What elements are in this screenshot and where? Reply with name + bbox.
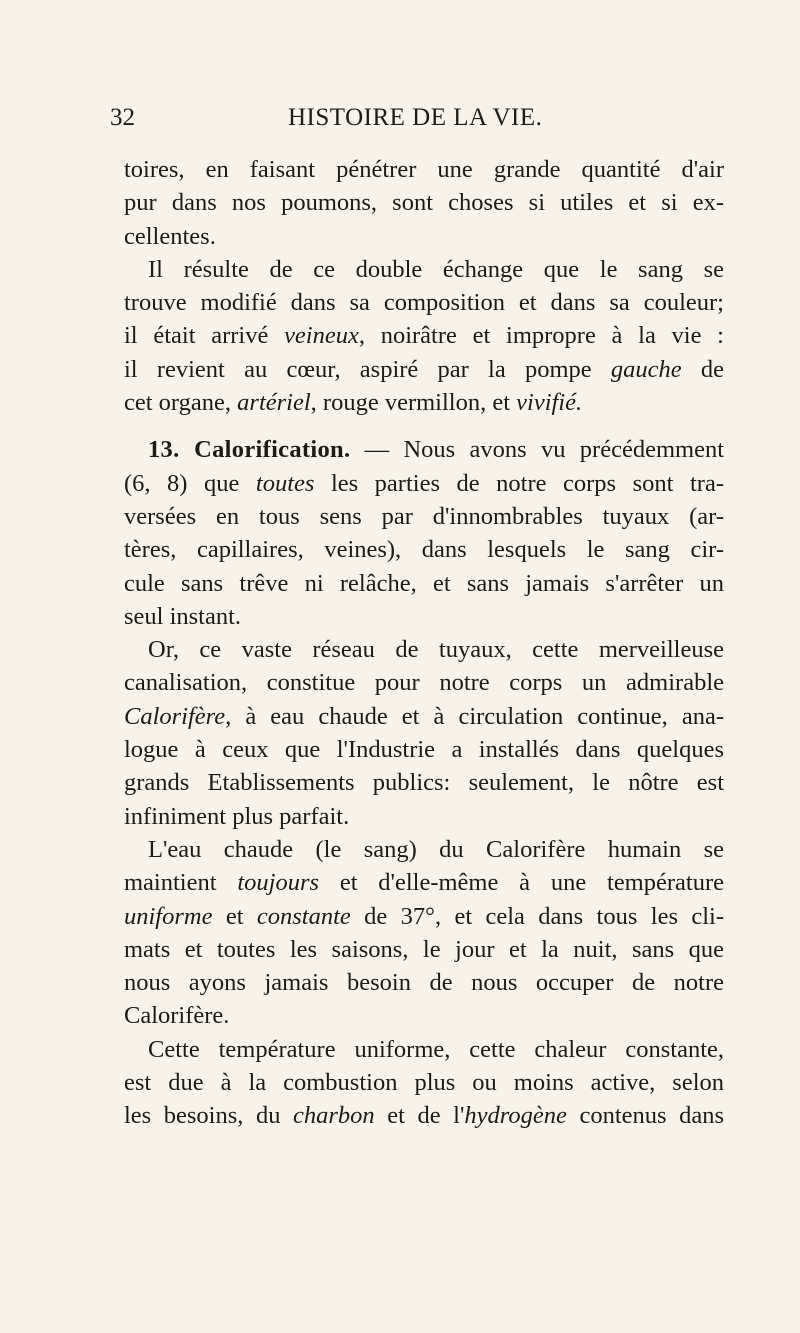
- text-line: trouve modifié dans sa composition et dans sa couleur;: [124, 289, 724, 317]
- running-title: HISTOIRE DE LA VIE.: [288, 104, 543, 131]
- text-line: il revient au cœur, aspiré par la pompe gauche de: [124, 355, 724, 383]
- text-line: tères, capillaires, veines), dans lesquels le sang cir-: [124, 536, 724, 564]
- section-heading: 13. Calorification.: [148, 436, 351, 464]
- text-line: 13. Calorification. — Nous avons vu précédemment: [148, 436, 724, 464]
- italic-term: toujours: [237, 869, 320, 897]
- text-line: Calorifère, à eau chaude et à circulation continue, ana-: [124, 702, 724, 730]
- italic-term: hydrogène: [464, 1102, 567, 1130]
- text-line: seul instant.: [124, 602, 242, 630]
- text-line: Calorifère.: [124, 1002, 230, 1030]
- text-line: cule sans trêve ni relâche, et sans jamais s'arrêter un: [124, 569, 724, 597]
- italic-term: charbon: [293, 1102, 375, 1130]
- italic-term: constante: [256, 902, 351, 930]
- italic-term: Calorifère: [124, 702, 226, 730]
- text-line: versées en tous sens par d'innombrables tuyaux (ar-: [124, 502, 724, 530]
- text-line: canalisation, constitue pour notre corps un admirable: [124, 669, 724, 697]
- text-line: Il résulte de ce double échange que le sang se: [148, 255, 724, 283]
- italic-term: toutes: [255, 469, 315, 497]
- paragraph-gap: [124, 419, 724, 433]
- text-line: les besoins, du charbon et de l'hydrogène contenus dans: [124, 1102, 725, 1130]
- page-number: 32: [110, 104, 135, 131]
- text-line: est due à la combustion plus ou moins active, selon: [124, 1069, 724, 1097]
- text-line: L'eau chaude (le sang) du Calorifère humain se: [148, 835, 724, 863]
- text-line: cet organe, artériel, rouge vermillon, et vivifié.: [124, 389, 583, 417]
- italic-term: veineux: [284, 322, 359, 350]
- text-line: toires, en faisant pénétrer une grande quantité d'air: [124, 156, 724, 183]
- text-line: cellentes.: [124, 222, 216, 250]
- italic-term: vivifié.: [516, 389, 583, 417]
- text-line: grands Etablissements publics: seulement, le nôtre est: [124, 769, 724, 797]
- text-line: uniforme et constante de 37°, et cela dans tous les cli-: [124, 902, 724, 930]
- page-header: [0, 98, 800, 138]
- text-line: Cette température uniforme, cette chaleur constante,: [148, 1035, 724, 1063]
- text-line: infiniment plus parfait.: [124, 802, 350, 830]
- text-line: logue à ceux que l'Industrie a installés dans quelques: [124, 736, 724, 764]
- text-line: pur dans nos poumons, sont choses si utiles et si ex-: [124, 189, 724, 217]
- text-line: mats et toutes les saisons, le jour et la nuit, sans que: [124, 935, 724, 963]
- italic-term: artériel: [237, 389, 311, 417]
- italic-term: gauche: [610, 355, 682, 383]
- text-line: maintient toujours et d'elle-même à une température: [124, 869, 724, 897]
- text-line: nous ayons jamais besoin de nous occuper de notre: [124, 969, 724, 997]
- text-line: Or, ce vaste réseau de tuyaux, cette merveilleuse: [148, 636, 724, 664]
- body-text: [124, 153, 724, 1133]
- text-line: (6, 8) que toutes les parties de notre corps sont tra-: [124, 469, 724, 497]
- italic-term: uniforme: [124, 902, 213, 930]
- text-line: il était arrivé veineux, noirâtre et impropre à la vie :: [124, 322, 724, 350]
